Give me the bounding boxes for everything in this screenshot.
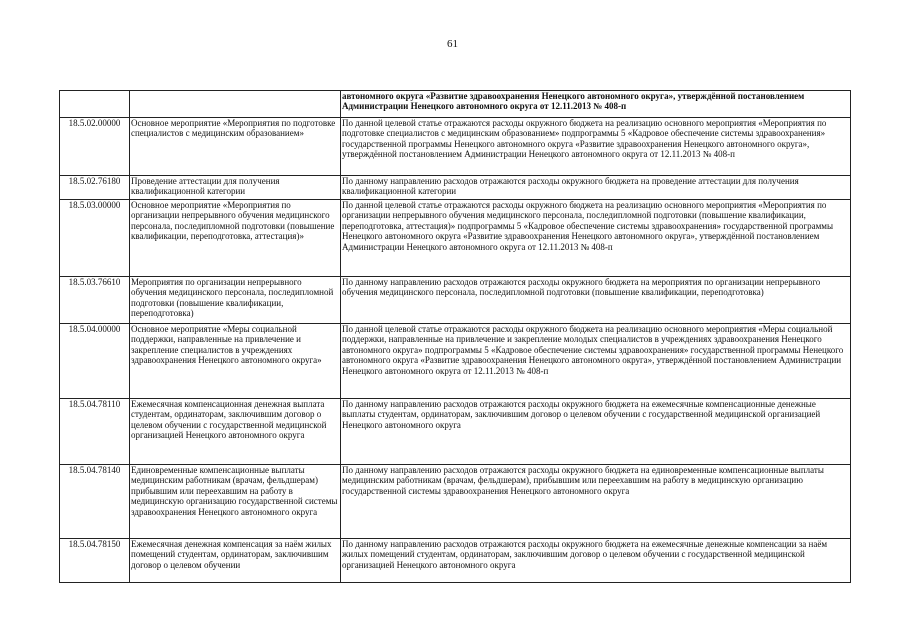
name-cell: Ежемесячная денежная компенсация за наём жилых помещений студентам, ординаторам, заключившим договор о целевом обучении — [130, 539, 341, 583]
description-cell: По данной целевой статье отражаются расходы окружного бюджета на реализацию основного мероприятия «Мероприятия по организации непрерывного обучения медицинского персонала, последипломной подготовки (повышение квалификации, переподготовка, аттестация)» подпрограммы 5 «Кадровое обеспечение системы здравоохранения» государственной программы Ненецкого автономного округа «Развитие здравоохранения Ненецкого автономного округа», утверждённой постановлением Администрации Ненецкого автономного округа от 12.11.2013 № 408-п — [341, 200, 851, 277]
code-cell: 18.5.03.76610 — [60, 277, 130, 324]
table-row — [60, 277, 851, 324]
description-cell: По данному направлению расходов отражаются расходы окружного бюджета на ежемесячные компенсационные денежные выплаты студентам, ординаторам, заключившим договор о целевом обучении с государственной медицинской организацией Ненецкого автономного округа — [341, 399, 851, 465]
table-row — [60, 118, 851, 176]
budget-classification-table — [59, 90, 851, 583]
name-cell: Ежемесячная компенсационная денежная выплата студентам, ординаторам, заключившим договор о целевом обучении с государственной медицинской организацией Ненецкого автономного округа — [130, 399, 341, 465]
table-row-continuation — [60, 91, 851, 118]
table-row — [60, 399, 851, 465]
description-cell: По данному направлению расходов отражаются расходы окружного бюджета на проведение аттестации для получения квалификационной категории — [341, 176, 851, 200]
code-cell: 18.5.04.78150 — [60, 539, 130, 583]
description-cell: По данной целевой статье отражаются расходы окружного бюджета на реализацию основного мероприятия «Меры социальной поддержки, направленные на привлечение и закрепление молодых специалистов в учреждениях здравоохранения Ненецкого автономного округа» подпрограммы 5 «Кадровое обеспечение системы здравоохранения» государственной программы Ненецкого автономного округа «Развитие здравоохранения Ненецкого автономного округа», утверждённой постановлением Администрации Ненецкого автономного округа от 12.11.2013 № 408-п — [341, 324, 851, 399]
table-row — [60, 200, 851, 277]
description-cell: По данной целевой статье отражаются расходы окружного бюджета на реализацию основного мероприятия «Мероприятия по подготовке специалистов с медицинским образованием» подпрограммы 5 «Кадровое обеспечение системы здравоохранения» государственной программы Ненецкого автономного округа «Развитие здравоохранения Ненецкого автономного округа», утверждённой постановлением Администрации Ненецкого автономного округа от 12.11.2013 № 408-п — [341, 118, 851, 176]
table-row — [60, 465, 851, 539]
code-cell: 18.5.04.78110 — [60, 399, 130, 465]
code-cell: 18.5.02.76180 — [60, 176, 130, 200]
description-cell: По данному направлению расходов отражаются расходы окружного бюджета на ежемесячные денежные компенсации за наём жилых помещений студентам, ординаторам, заключившим договор о целевом обучении с государственной медицинской организацией Ненецкого автономного округа — [341, 539, 851, 583]
name-cell: Проведение аттестации для получения квалификационной категории — [130, 176, 341, 200]
code-cell: 18.5.02.00000 — [60, 118, 130, 176]
code-cell — [60, 91, 130, 118]
name-cell — [130, 91, 341, 118]
description-cell: По данному направлению расходов отражаются расходы окружного бюджета на единовременные компенсационные выплаты медицинским работникам (врачам, фельдшерам), прибывшим или переехавшим на работу в медицинскую организацию государственной системы здравоохранения Ненецкого автономного округа — [341, 465, 851, 539]
code-cell: 18.5.04.78140 — [60, 465, 130, 539]
code-cell: 18.5.04.00000 — [60, 324, 130, 399]
description-cell: автономного округа «Развитие здравоохранения Ненецкого автономного округа», утверждённой постановлением Администрации Ненецкого автономного округа от 12.11.2013 № 408-п — [341, 91, 851, 118]
code-cell: 18.5.03.00000 — [60, 200, 130, 277]
name-cell: Основное мероприятие «Мероприятия по подготовке специалистов с медицинским образованием» — [130, 118, 341, 176]
name-cell: Основное мероприятие «Мероприятия по организации непрерывного обучения медицинского персонала, последипломной подготовки (повышение квалификации, переподготовка, аттестация)» — [130, 200, 341, 277]
table-row — [60, 324, 851, 399]
table-row — [60, 176, 851, 200]
name-cell: Единовременные компенсационные выплаты медицинским работникам (врачам, фельдшерам) прибывшим или переехавшим на работу в медицинскую организацию государственной системы здравоохранения Ненецкого автономного округа — [130, 465, 341, 539]
name-cell: Основное мероприятие «Меры социальной поддержки, направленные на привлечение и закрепление специалистов в учреждениях здравоохранения Ненецкого автономного округа» — [130, 324, 341, 399]
description-cell: По данному направлению расходов отражаются расходы окружного бюджета на мероприятия по организации непрерывного обучения медицинского персонала, последипломной подготовки (повышение квалификации, переподготовка) — [341, 277, 851, 324]
table-row — [60, 539, 851, 583]
name-cell: Мероприятия по организации непрерывного обучения медицинского персонала, последипломной подготовки (повышение квалификации, переподготовка) — [130, 277, 341, 324]
page-number: 61 — [447, 38, 458, 50]
